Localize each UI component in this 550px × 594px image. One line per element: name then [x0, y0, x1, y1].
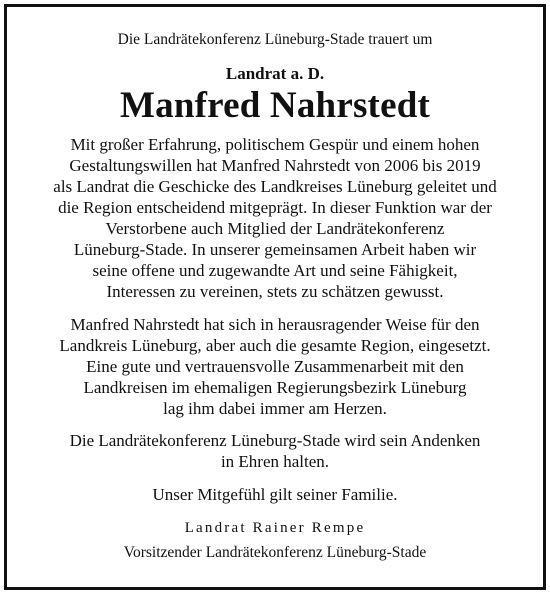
signature-name: Landrat Rainer Rempe: [184, 520, 366, 536]
paragraph-condolence: [7, 484, 543, 505]
text-line: die Region entscheidend mitgeprägt. In dieser Funktion war der: [58, 198, 492, 217]
text-line: Mit großer Erfahrung, politischem Gespür und einem hohen: [70, 135, 480, 154]
text-line: als Landrat die Geschicke des Landkreises Lüneburg geleitet und: [53, 177, 497, 196]
text-line: Lüneburg-Stade. In unserer gemeinsamen Arbeit haben wir: [73, 240, 477, 259]
text-line: Gestaltungswillen hat Manfred Nahrstedt von 2006 bis 2019: [69, 156, 481, 175]
text-line: Landkreisen im ehemaligen Regierungsbezirk Lüneburg: [83, 378, 467, 397]
text-line: in Ehren halten.: [220, 452, 330, 471]
text-line: Unser Mitgefühl gilt seiner Familie.: [152, 485, 398, 504]
text-line: Eine gute und vertrauensvolle Zusammenarbeit mit den: [86, 357, 464, 376]
deceased-name: Manfred Nahrstedt: [120, 85, 430, 126]
signature-role: Vorsitzender Landrätekonferenz Lüneburg-Stade: [123, 544, 427, 561]
notice-border: [4, 4, 546, 590]
text-line: Die Landrätekonferenz Lüneburg-Stade wird sein Andenken: [69, 431, 481, 450]
intro-line: Die Landrätekonferenz Lüneburg-Stade trauert um: [117, 31, 433, 48]
obituary-notice: [7, 7, 543, 563]
text-line: lag ihm dabei immer am Herzen.: [163, 399, 387, 418]
text-line: seine offene und zugewandte Art und seine Fähigkeit,: [92, 261, 458, 280]
paragraph-remembrance: [7, 430, 543, 472]
deceased-title: Landrat a. D.: [225, 64, 325, 83]
text-line: Manfred Nahrstedt hat sich in herausragender Weise für den: [70, 315, 480, 334]
paragraph-tribute: [7, 134, 543, 302]
text-line: Verstorbene auch Mitglied der Landrätekonferenz: [105, 219, 445, 238]
paragraph-engagement: [7, 314, 543, 419]
text-line: Landkreis Lüneburg, aber auch die gesamte Region, eingesetzt.: [59, 336, 491, 355]
text-line: Interessen zu vereinen, stets zu schätzen gewusst.: [106, 282, 444, 301]
